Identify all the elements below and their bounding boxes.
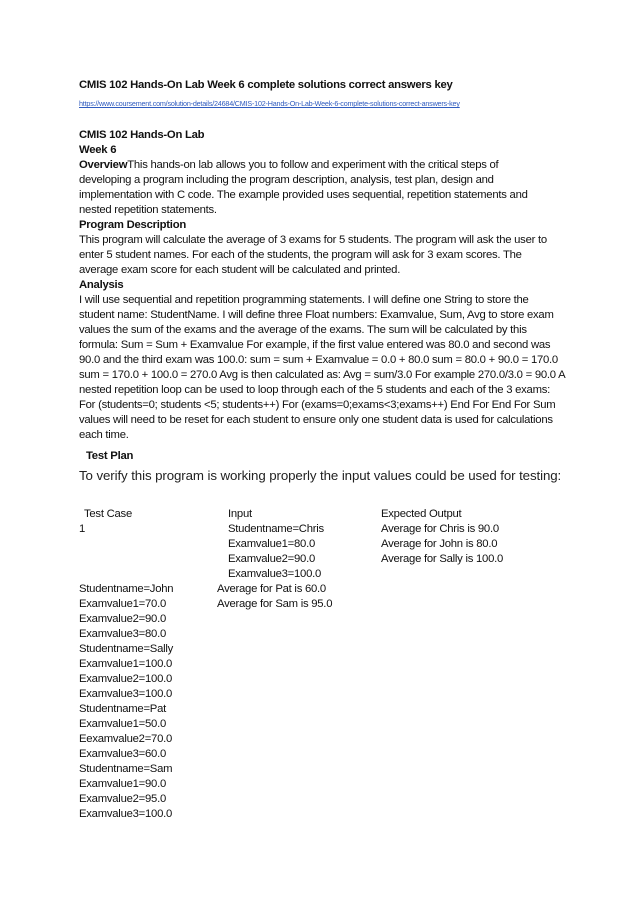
expected-output-sam: Average for Sam is 95.0 xyxy=(217,598,333,610)
header-input: Input xyxy=(228,508,252,520)
program-description-line-2: enter 5 student names. For each of the students, the program will ask for 3 exam scores. The xyxy=(79,249,522,261)
expected-output-john: Average for John is 80.0 xyxy=(381,538,498,550)
input-line: Examvalue1=90.0 xyxy=(79,778,167,790)
input-line: Studentname=Sally xyxy=(79,643,174,655)
input-line: Examvalue3=80.0 xyxy=(79,628,167,640)
input-line: Examvalue3=60.0 xyxy=(79,748,167,760)
input-chris-name: Studentname=Chris xyxy=(228,523,324,535)
analysis-line-3: values the sum of the exams and the average of the exams. The sum will be calculated by this xyxy=(79,324,527,336)
overview-line-3: implementation with C code. The example provided uses sequential, repetition statements and xyxy=(79,189,528,201)
expected-output-sally: Average for Sally is 100.0 xyxy=(381,553,504,565)
input-line: Examvalue3=100.0 xyxy=(79,688,173,700)
header-expected-output: Expected Output xyxy=(381,508,462,520)
input-line: Studentname=John xyxy=(79,583,174,595)
input-chris-exam2: Examvalue2=90.0 xyxy=(228,553,316,565)
overview-text-1: This hands-on lab allows you to follow and experiment with the critical steps of xyxy=(127,159,499,171)
analysis-line-8: For (students=0; students <5; students++) For (exams=0;exams<3;exams++) End For End For Sum xyxy=(79,399,556,411)
overview-label: Overview xyxy=(79,159,128,171)
source-url-link[interactable]: https://www.coursement.com/solution-details/24684/CMIS-102-Hands-On-Lab-Week-6-complete-solutions-correct-answers-key xyxy=(79,99,460,108)
input-line: Examvalue2=90.0 xyxy=(79,613,167,625)
expected-output-pat: Average for Pat is 60.0 xyxy=(217,583,326,595)
document-title: CMIS 102 Hands-On Lab Week 6 complete solutions correct answers key xyxy=(79,79,453,91)
analysis-line-10: each time. xyxy=(79,429,129,441)
expected-output-chris: Average for Chris is 90.0 xyxy=(381,523,499,535)
test-plan-intro: To verify this program is working properly the input values could be used for testing: xyxy=(79,468,562,483)
input-chris-exam3: Examvalue3=100.0 xyxy=(228,568,322,580)
analysis-line-5: 90.0 and the third exam was 100.0: sum = sum + Examvalue = 0.0 + 80.0 sum = 80.0 + 90.0 = 170.0 xyxy=(79,354,558,366)
input-line: Examvalue1=70.0 xyxy=(79,598,167,610)
header-test-case: Test Case xyxy=(84,508,132,520)
program-description-line-1: This program will calculate the average of 3 exams for 5 students. The program will ask the user to xyxy=(79,234,547,246)
input-line: Studentname=Pat xyxy=(79,703,167,715)
input-line: Examvalue2=100.0 xyxy=(79,673,173,685)
test-plan-heading: Test Plan xyxy=(86,450,134,462)
input-line: Eexamvalue2=70.0 xyxy=(79,733,173,745)
overview-line-2: developing a program including the program description, analysis, test plan, design and xyxy=(79,174,494,186)
program-description-line-3: average exam score for each student will be calculated and printed. xyxy=(79,264,401,276)
test-case-number: 1 xyxy=(79,523,86,535)
input-line: Examvalue2=95.0 xyxy=(79,793,167,805)
input-line: Examvalue3=100.0 xyxy=(79,808,173,820)
analysis-line-7: nested repetition loop can be used to loop through each of the 5 students and each of the 3 exams: xyxy=(79,384,551,396)
analysis-line-6: sum = 170.0 + 100.0 = 270.0 Avg is then calculated as: Avg = sum/3.0 For example 270.0/3.0 = 90.0 A xyxy=(79,369,566,381)
overview-line-1 xyxy=(79,158,498,174)
analysis-line-1: I will use sequential and repetition programming statements. I will define one String to store the xyxy=(79,294,529,306)
week-heading: Week 6 xyxy=(79,144,117,156)
input-line: Examvalue1=100.0 xyxy=(79,658,173,670)
analysis-heading: Analysis xyxy=(79,279,124,291)
course-heading: CMIS 102 Hands-On Lab xyxy=(79,129,205,141)
analysis-line-9: values will need to be reset for each student to ensure only one student data is used for calculations xyxy=(79,414,553,426)
program-description-heading: Program Description xyxy=(79,219,186,231)
input-chris-exam1: Examvalue1=80.0 xyxy=(228,538,316,550)
analysis-line-2: student name: StudentName. I will define three Float numbers: Examvalue, Sum, Avg to store exam xyxy=(79,309,554,321)
analysis-line-4: formula: Sum = Sum + Examvalue For example, if the first value entered was 80.0 and second was xyxy=(79,339,551,351)
input-line: Examvalue1=50.0 xyxy=(79,718,167,730)
overview-line-4: nested repetition statements. xyxy=(79,204,217,216)
input-line: Studentname=Sam xyxy=(79,763,173,775)
